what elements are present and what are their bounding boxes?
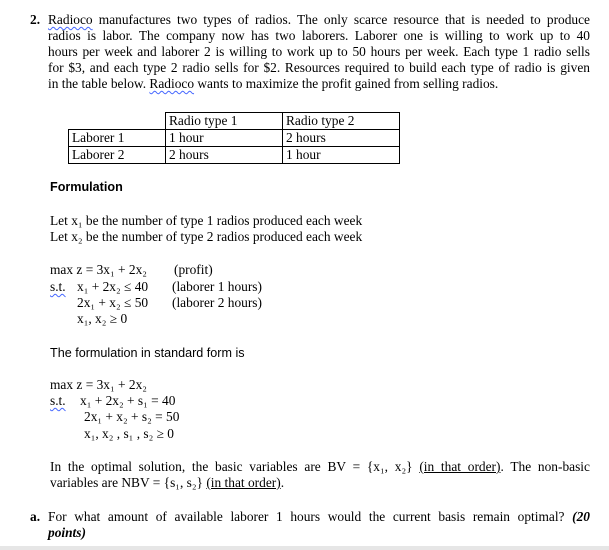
problem-number: 2. [30,12,41,27]
table-header: Radio type 1 [166,113,283,130]
bottom-edge [0,546,609,550]
optimal-line-2: variables are NBV = {s₁, s₂} (in that order). [50,475,285,490]
standard-nonnegativity: x₁, x₂ , s₁ , s₂ ≥ 0 [84,426,175,441]
variable-definition-2: Let x₂ be the number of type 2 radios produced each week [50,229,363,244]
objective-function: max z = 3x₁ + 2x₂ [50,262,147,277]
standard-constraint-2: 2x₁ + x₂ + s₂ = 50 [84,409,180,424]
objective-note: (profit) [174,262,213,277]
table-header: Radio type 2 [283,113,400,130]
variable-definition-1: Let x₁ be the number of type 1 radios produced each week [50,213,363,228]
table-cell: 2 hours [166,147,283,164]
subject-to-label: s.t. [50,279,66,294]
optimal-line-1: In the optimal solution, the basic variables are BV = {x₁, x₂} (in that order). The non-basic [50,459,590,474]
question-a-label: a. [30,509,41,524]
table-cell: 1 hour [166,130,283,147]
table-header-row [69,113,400,130]
standard-subject-to-label: s.t. [50,393,66,408]
constraint-1-note: (laborer 1 hours) [172,279,262,294]
problem-line-3: hours per week and laborer 2 is willing to work up to 50 hours per week. Each type 1 radio sells [48,44,590,59]
problem-line-2: radios is labor. The company now has two laborers. Laborer one is willing to work up to 40 [48,28,590,43]
row-label: Laborer 2 [69,147,166,164]
row-label: Laborer 1 [69,130,166,147]
table-cell: 2 hours [283,130,400,147]
table-cell: 1 hour [283,147,400,164]
problem-line-5: in the table below. Radioco wants to maximize the profit gained from selling radios. [48,76,499,91]
table-row [69,130,400,147]
question-a-points: points) [48,525,86,540]
constraint-2-note: (laborer 2 hours) [172,295,262,310]
problem-line-4: for $3, and each type 2 radio sells for $2. Resources required to build each type of radio is given [48,60,590,75]
table-row [69,147,400,164]
question-a-line-1: For what amount of available laborer 1 hours would the current basis remain optimal? (20 [48,509,590,524]
resource-table [68,112,400,164]
standard-objective: max z = 3x₁ + 2x₂ [50,377,147,392]
standard-form-intro: The formulation in standard form is [50,346,245,360]
standard-constraint-1: x₁ + 2x₂ + s₁ = 40 [80,393,176,408]
formulation-heading: Formulation [50,180,123,194]
nonnegativity: x₁, x₂ ≥ 0 [77,311,128,326]
constraint-2: 2x₁ + x₂ ≤ 50 [77,295,149,310]
constraint-1: x₁ + 2x₂ ≤ 40 [77,279,149,294]
problem-line-1: Radioco manufactures two types of radios. The only scarce resource that is needed to produce [48,12,590,27]
company-name: Radioco [48,12,93,27]
